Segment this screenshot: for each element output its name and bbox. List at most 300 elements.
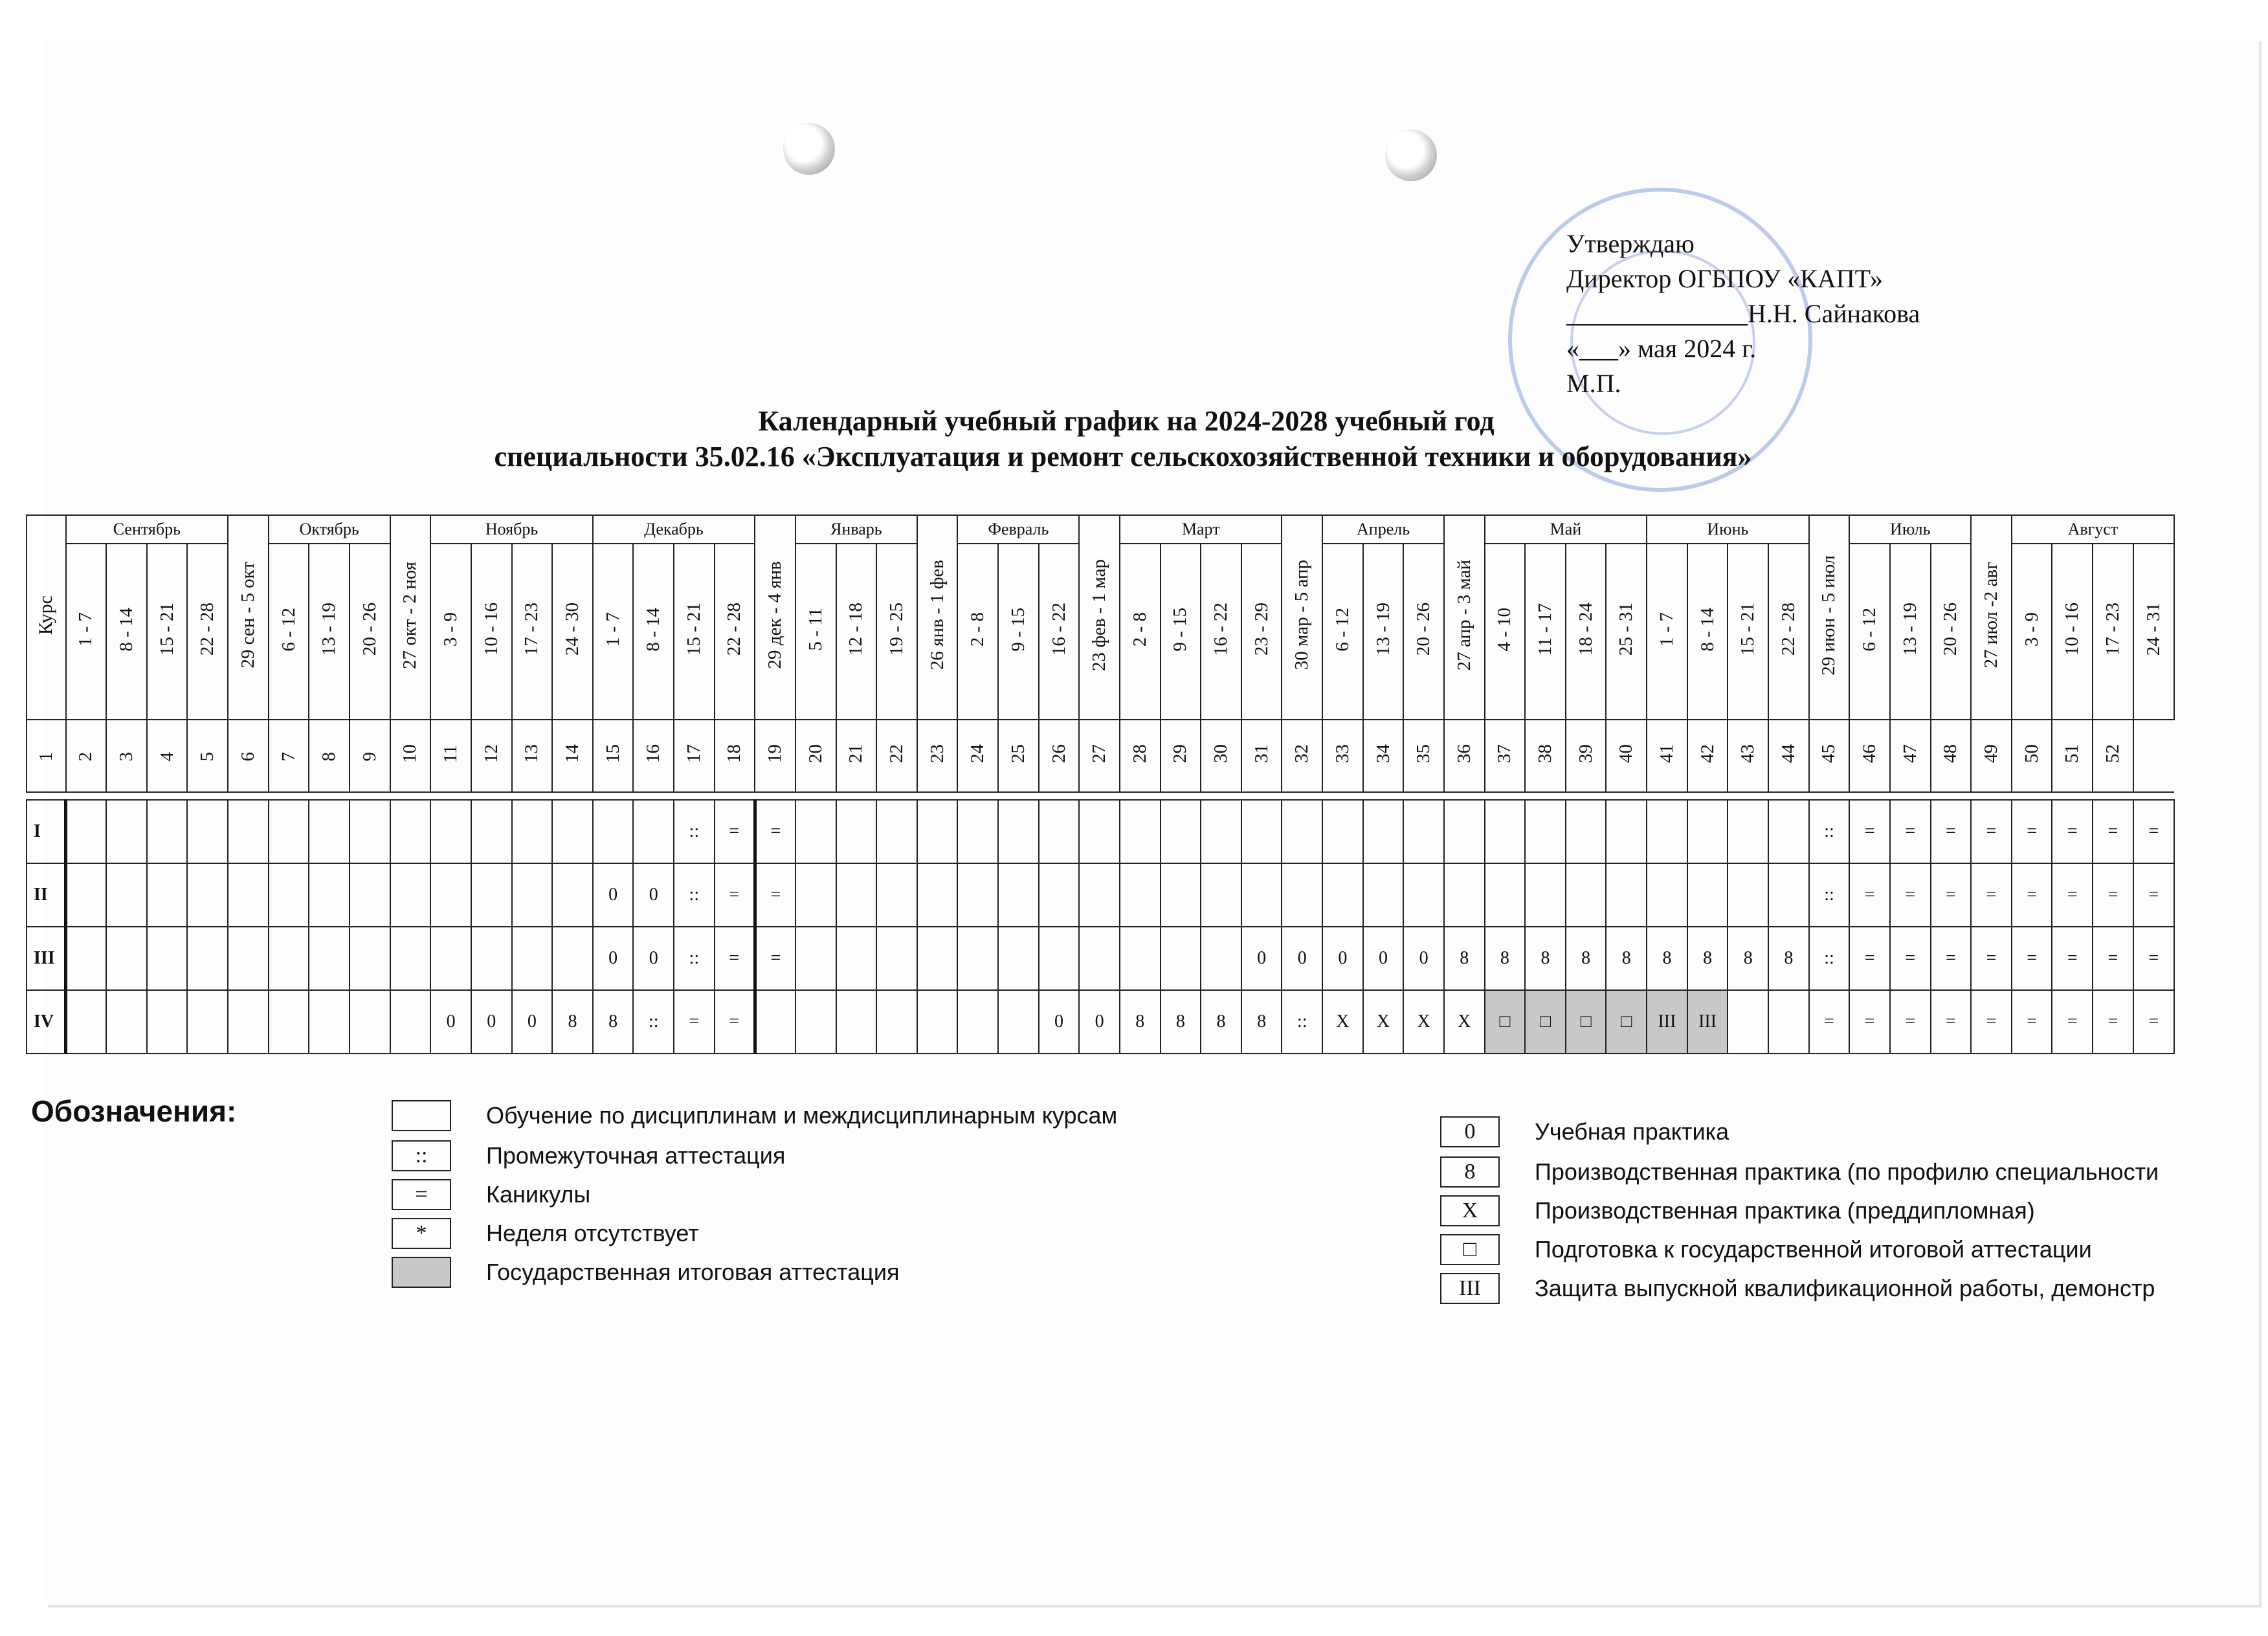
week-range: 1 - 7: [66, 544, 107, 720]
schedule-cell: [309, 990, 350, 1054]
schedule-cell: [350, 990, 390, 1054]
schedule-cell: 0: [1282, 927, 1322, 990]
schedule-cell: [957, 990, 998, 1054]
week-range: 16 - 22: [1039, 544, 1080, 720]
week-range: 13 - 19: [1363, 544, 1404, 720]
schedule-cell: [1728, 990, 1768, 1054]
schedule-cell: [1606, 800, 1647, 863]
legend-title: Обозначения:: [31, 1094, 237, 1128]
legend-text: Неделя отсутствует: [486, 1220, 699, 1246]
schedule-cell: =: [1849, 927, 1890, 990]
week-range: 16 - 22: [1201, 544, 1241, 720]
schedule-cell: [1282, 863, 1322, 927]
schedule-cell: [1120, 927, 1161, 990]
schedule-cell: =: [2012, 863, 2052, 927]
legend-item: [1440, 1156, 2159, 1188]
legend-text: Производственная практика (по профилю специальности: [1535, 1158, 2159, 1185]
week-range: 24 - 30: [552, 544, 593, 720]
schedule-cell: Х: [1363, 990, 1404, 1054]
schedule-cell: [552, 927, 593, 990]
week-number: 15: [593, 720, 634, 792]
week-range: 6 - 12: [1322, 544, 1363, 720]
week-number: 31: [1241, 720, 1282, 792]
schedule-cell: [755, 990, 795, 1054]
schedule-cell: [187, 990, 228, 1054]
schedule-cell: [106, 990, 147, 1054]
table-row: [27, 800, 2174, 863]
legend-item: [392, 1100, 1117, 1131]
week-range: 5 - 11: [795, 544, 836, 720]
schedule-cell: =: [1971, 990, 2012, 1054]
approval-line-1: Утверждаю: [1566, 229, 1695, 258]
month-header: Март: [1120, 515, 1282, 544]
schedule-cell: [1241, 800, 1282, 863]
week-range: 6 - 12: [1849, 544, 1890, 720]
week-number: 51: [2052, 720, 2093, 792]
week-range: 15 - 21: [674, 544, 715, 720]
week-range: 19 - 25: [876, 544, 917, 720]
week-range-transitional: 23 фев - 1 мар: [1079, 515, 1120, 720]
schedule-cell: [795, 927, 836, 990]
schedule-cell: =: [2052, 863, 2093, 927]
week-number: 52: [2093, 720, 2133, 792]
week-number: 13: [512, 720, 553, 792]
week-range: 1 - 7: [593, 544, 634, 720]
week-number: 44: [1768, 720, 1809, 792]
schedule-cell: [1039, 927, 1080, 990]
schedule-cell: [552, 800, 593, 863]
schedule-cell: [1120, 800, 1161, 863]
week-range: 8 - 14: [1687, 544, 1728, 720]
schedule-cell: 8: [1241, 990, 1282, 1054]
schedule-cell: 0: [633, 863, 674, 927]
schedule-cell: [1322, 863, 1363, 927]
legend-symbol: =: [392, 1179, 451, 1210]
week-number: 33: [1322, 720, 1363, 792]
schedule-cell: [876, 927, 917, 990]
schedule-cell: [1768, 800, 1809, 863]
schedule-cell: [512, 863, 553, 927]
schedule-cell: [1485, 863, 1526, 927]
schedule-cell: =: [715, 863, 755, 927]
week-range: 2 - 8: [957, 544, 998, 720]
week-range: 8 - 14: [633, 544, 674, 720]
legend-item: [392, 1257, 899, 1288]
legend-item: [1440, 1116, 1729, 1147]
schedule-cell: ::: [674, 800, 715, 863]
schedule-cell: 8: [593, 990, 634, 1054]
legend-text: Защита выпускной квалификационной работы, демонстр: [1535, 1275, 2155, 1301]
course-label: III: [27, 927, 66, 990]
legend-symbol: III: [1440, 1273, 1500, 1304]
week-number: 16: [633, 720, 674, 792]
schedule-cell: 8: [1606, 927, 1647, 990]
legend-text: Подготовка к государственной итоговой аттестации: [1535, 1236, 2092, 1263]
week-number: 3: [106, 720, 147, 792]
schedule-cell: [147, 927, 188, 990]
schedule-cell: □: [1606, 990, 1647, 1054]
schedule-cell: ::: [674, 863, 715, 927]
week-range: 22 - 28: [1768, 544, 1809, 720]
schedule-cell: [552, 863, 593, 927]
schedule-cell: =: [2093, 927, 2133, 990]
week-range: 9 - 15: [1161, 544, 1201, 720]
schedule-cell: 0: [1241, 927, 1282, 990]
week-range-transitional: 27 апр - 3 май: [1444, 515, 1485, 720]
schedule-cell: [1039, 800, 1080, 863]
schedule-cell: [66, 927, 107, 990]
schedule-cell: =: [2093, 863, 2133, 927]
schedule-cell: [1201, 863, 1241, 927]
week-number: 23: [917, 720, 958, 792]
schedule-cell: [1485, 800, 1526, 863]
legend-text: Государственная итоговая аттестация: [486, 1259, 900, 1285]
week-number: 34: [1363, 720, 1404, 792]
week-number: 29: [1161, 720, 1201, 792]
schedule-cell: =: [2012, 800, 2052, 863]
legend-item: [392, 1179, 590, 1210]
schedule-cell: [1728, 800, 1768, 863]
month-header: Июнь: [1647, 515, 1809, 544]
schedule-cell: [917, 800, 958, 863]
schedule-cell: =: [2052, 800, 2093, 863]
schedule-cell: =: [1890, 927, 1931, 990]
schedule-cell: =: [1931, 863, 1972, 927]
schedule-cell: ::: [633, 990, 674, 1054]
week-range: 9 - 15: [998, 544, 1039, 720]
week-number: 35: [1403, 720, 1444, 792]
schedule-cell: 8: [1201, 990, 1241, 1054]
week-number: 20: [795, 720, 836, 792]
schedule-cell: 0: [1403, 927, 1444, 990]
schedule-cell: [390, 990, 431, 1054]
schedule-cell: =: [2012, 990, 2052, 1054]
schedule-cell: [1322, 800, 1363, 863]
week-range: 2 - 8: [1120, 544, 1161, 720]
week-number: 39: [1566, 720, 1606, 792]
table-row: [27, 990, 2174, 1054]
schedule-cell: [1079, 863, 1120, 927]
week-number: 43: [1728, 720, 1768, 792]
week-number: 14: [552, 720, 593, 792]
schedule-cell: [430, 800, 471, 863]
schedule-cell: =: [1890, 800, 1931, 863]
schedule-cell: [66, 800, 107, 863]
schedule-cell: =: [755, 863, 795, 927]
schedule-cell: =: [755, 800, 795, 863]
legend-item: [1440, 1195, 2035, 1226]
legend-item: [392, 1218, 699, 1249]
schedule-cell: =: [1849, 990, 1890, 1054]
week-range: 13 - 19: [309, 544, 350, 720]
schedule-cell: 8: [1525, 927, 1566, 990]
schedule-cell: [228, 800, 269, 863]
schedule-cell: [1687, 863, 1728, 927]
week-range: 6 - 12: [269, 544, 309, 720]
schedule-cell: 0: [633, 927, 674, 990]
week-number: 38: [1525, 720, 1566, 792]
schedule-cell: [836, 927, 877, 990]
page-title: Календарный учебный график на 2024-2028 учебный год: [758, 405, 1495, 437]
schedule-cell: [147, 800, 188, 863]
schedule-cell: [512, 800, 553, 863]
schedule-cell: 8: [1647, 927, 1687, 990]
schedule-cell: [1647, 863, 1687, 927]
schedule-cell: [876, 863, 917, 927]
schedule-cell: 0: [471, 990, 512, 1054]
schedule-cell: [998, 863, 1039, 927]
schedule-cell: =: [1971, 863, 2012, 927]
schedule-cell: [1161, 800, 1201, 863]
schedule-cell: 0: [1363, 927, 1404, 990]
schedule-cell: III: [1647, 990, 1687, 1054]
week-number: 49: [1971, 720, 2012, 792]
schedule-cell: [1728, 863, 1768, 927]
schedule-cell: [876, 990, 917, 1054]
schedule-cell: [309, 863, 350, 927]
schedule-cell: [998, 990, 1039, 1054]
week-number: 4: [147, 720, 188, 792]
schedule-cell: =: [674, 990, 715, 1054]
week-number: 18: [715, 720, 755, 792]
approval-line-4: «___» мая 2024 г.: [1566, 334, 1757, 363]
schedule-cell: Х: [1403, 990, 1444, 1054]
week-number: 30: [1201, 720, 1241, 792]
week-number: 1: [27, 720, 66, 792]
schedule-cell: [917, 927, 958, 990]
schedule-cell: [1444, 863, 1485, 927]
week-number: 19: [755, 720, 795, 792]
schedule-cell: [187, 863, 228, 927]
week-number: 50: [2012, 720, 2052, 792]
schedule-cell: =: [2052, 927, 2093, 990]
legend-text: Производственная практика (преддипломная): [1535, 1197, 2035, 1224]
schedule-cell: [106, 800, 147, 863]
schedule-cell: [269, 800, 309, 863]
month-header: Сентябрь: [66, 515, 228, 544]
table-row: [27, 863, 2174, 927]
schedule-cell: [1768, 863, 1809, 927]
schedule-cell: =: [755, 927, 795, 990]
schedule-cell: =: [2052, 990, 2093, 1054]
schedule-cell: [471, 800, 512, 863]
schedule-cell: □: [1566, 990, 1606, 1054]
schedule-cell: [1201, 800, 1241, 863]
schedule-cell: [1403, 863, 1444, 927]
schedule-cell: [147, 990, 188, 1054]
schedule-cell: [957, 927, 998, 990]
week-range: 20 - 26: [350, 544, 390, 720]
legend-symbol: ::: [392, 1140, 451, 1171]
schedule-cell: [1403, 800, 1444, 863]
schedule-cell: 8: [1728, 927, 1768, 990]
week-range: 10 - 16: [471, 544, 512, 720]
schedule-cell: [1647, 800, 1687, 863]
week-range: 22 - 28: [715, 544, 755, 720]
schedule-cell: [1161, 927, 1201, 990]
schedule-cell: 0: [1322, 927, 1363, 990]
schedule-cell: [106, 927, 147, 990]
schedule-cell: [66, 990, 107, 1054]
schedule-cell: [1687, 800, 1728, 863]
schedule-cell: =: [1809, 990, 1850, 1054]
schedule-cell: [350, 863, 390, 927]
week-range-transitional: 29 сен - 5 окт: [228, 515, 269, 720]
schedule-cell: [471, 863, 512, 927]
week-range: 8 - 14: [106, 544, 147, 720]
week-range: 1 - 7: [1647, 544, 1687, 720]
week-range-transitional: 30 мар - 5 апр: [1282, 515, 1322, 720]
schedule-cell: ::: [1809, 927, 1850, 990]
schedule-cell: 8: [1161, 990, 1201, 1054]
schedule-cell: [1525, 800, 1566, 863]
schedule-cell: 0: [593, 927, 634, 990]
week-range-transitional: 27 июл -2 авг: [1971, 515, 2012, 720]
week-number: 36: [1444, 720, 1485, 792]
schedule-cell: [1079, 800, 1120, 863]
week-number: 26: [1039, 720, 1080, 792]
week-number: 40: [1606, 720, 1647, 792]
schedule-cell: [471, 927, 512, 990]
week-number: 11: [430, 720, 471, 792]
schedule-cell: =: [1971, 927, 2012, 990]
schedule-cell: 8: [1485, 927, 1526, 990]
legend-symbol: Х: [1440, 1195, 1500, 1226]
week-range: 17 - 23: [2093, 544, 2133, 720]
schedule-cell: [836, 863, 877, 927]
schedule-cell: =: [715, 990, 755, 1054]
kurs-header: Курс: [27, 515, 66, 720]
schedule-cell: =: [1890, 990, 1931, 1054]
schedule-cell: =: [2012, 927, 2052, 990]
schedule-cell: =: [2093, 800, 2133, 863]
week-number: 32: [1282, 720, 1322, 792]
schedule-cell: =: [1931, 927, 1972, 990]
schedule-cell: □: [1525, 990, 1566, 1054]
week-number: 28: [1120, 720, 1161, 792]
schedule-cell: [593, 800, 634, 863]
week-range: 15 - 21: [1728, 544, 1768, 720]
week-range-transitional: 29 июн - 5 июл: [1809, 515, 1850, 720]
schedule-cell: [228, 863, 269, 927]
week-range: 4 - 10: [1485, 544, 1526, 720]
week-range: 20 - 26: [1403, 544, 1444, 720]
week-number: 12: [471, 720, 512, 792]
schedule-cell: 8: [552, 990, 593, 1054]
schedule-cell: =: [1849, 863, 1890, 927]
schedule-cell: 8: [1444, 927, 1485, 990]
schedule-cell: [876, 800, 917, 863]
schedule-cell: ::: [1282, 990, 1322, 1054]
schedule-cell: [106, 863, 147, 927]
schedule-cell: [269, 863, 309, 927]
schedule-cell: =: [2133, 800, 2174, 863]
week-number: 41: [1647, 720, 1687, 792]
week-range: 12 - 18: [836, 544, 877, 720]
week-number: 9: [350, 720, 390, 792]
week-range: 10 - 16: [2052, 544, 2093, 720]
week-number: 22: [876, 720, 917, 792]
schedule-cell: ::: [1809, 800, 1850, 863]
schedule-cell: □: [1485, 990, 1526, 1054]
schedule-cell: =: [1931, 800, 1972, 863]
schedule-cell: 8: [1120, 990, 1161, 1054]
week-range: 20 - 26: [1931, 544, 1972, 720]
legend-item: [1440, 1234, 2092, 1265]
course-label: IV: [27, 990, 66, 1054]
schedule-cell: [1566, 800, 1606, 863]
week-range: 3 - 9: [2012, 544, 2052, 720]
week-range: 13 - 19: [1890, 544, 1931, 720]
table-row: [27, 927, 2174, 990]
schedule-cell: III: [1687, 990, 1728, 1054]
legend-symbol: [392, 1100, 451, 1131]
month-header: Декабрь: [593, 515, 755, 544]
schedule-cell: [390, 927, 431, 990]
legend-symbol: [392, 1257, 451, 1288]
week-number: 21: [836, 720, 877, 792]
schedule-cell: ::: [674, 927, 715, 990]
week-range: 17 - 23: [512, 544, 553, 720]
approval-line-5: М.П.: [1566, 369, 1621, 398]
schedule-cell: [795, 863, 836, 927]
week-number: 8: [309, 720, 350, 792]
week-range: 22 - 28: [187, 544, 228, 720]
week-number: 2: [66, 720, 107, 792]
schedule-cell: [187, 927, 228, 990]
schedule-cell: ::: [1809, 863, 1850, 927]
schedule-cell: [998, 927, 1039, 990]
legend-item: [392, 1140, 785, 1171]
week-number: 25: [998, 720, 1039, 792]
schedule-cell: [917, 863, 958, 927]
schedule-cell: [350, 800, 390, 863]
schedule-cell: [390, 863, 431, 927]
schedule-cell: =: [1890, 863, 1931, 927]
schedule-cell: [1606, 863, 1647, 927]
week-range: 3 - 9: [430, 544, 471, 720]
page-subtitle: специальности 35.02.16 «Эксплуатация и ремонт сельскохозяйственной техники и оборудования»: [494, 441, 1752, 472]
punch-hole-left: [783, 123, 835, 175]
schedule-cell: [836, 800, 877, 863]
week-range: 15 - 21: [147, 544, 188, 720]
week-number: 7: [269, 720, 309, 792]
schedule-cell: =: [2133, 927, 2174, 990]
schedule-cell: 0: [430, 990, 471, 1054]
schedule-cell: =: [715, 800, 755, 863]
approval-line-3: ______________Н.Н. Сайнакова: [1566, 299, 1920, 328]
schedule-cell: [430, 863, 471, 927]
schedule-cell: [350, 927, 390, 990]
schedule-cell: =: [715, 927, 755, 990]
schedule-cell: [1161, 863, 1201, 927]
schedule-cell: [633, 800, 674, 863]
week-range: 25 - 31: [1606, 544, 1647, 720]
approval-line-2: Директор ОГБПОУ «КАПТ»: [1566, 264, 1883, 293]
schedule-cell: Х: [1322, 990, 1363, 1054]
schedule-cell: [1444, 800, 1485, 863]
week-range: 18 - 24: [1566, 544, 1606, 720]
schedule-cell: Х: [1444, 990, 1485, 1054]
week-range: 11 - 17: [1525, 544, 1566, 720]
legend-text: Каникулы: [486, 1181, 591, 1208]
schedule-cell: [1079, 927, 1120, 990]
schedule-cell: [430, 927, 471, 990]
week-number: 45: [1809, 720, 1850, 792]
schedule-cell: [795, 800, 836, 863]
week-number: 48: [1931, 720, 1972, 792]
schedule-cell: [228, 927, 269, 990]
